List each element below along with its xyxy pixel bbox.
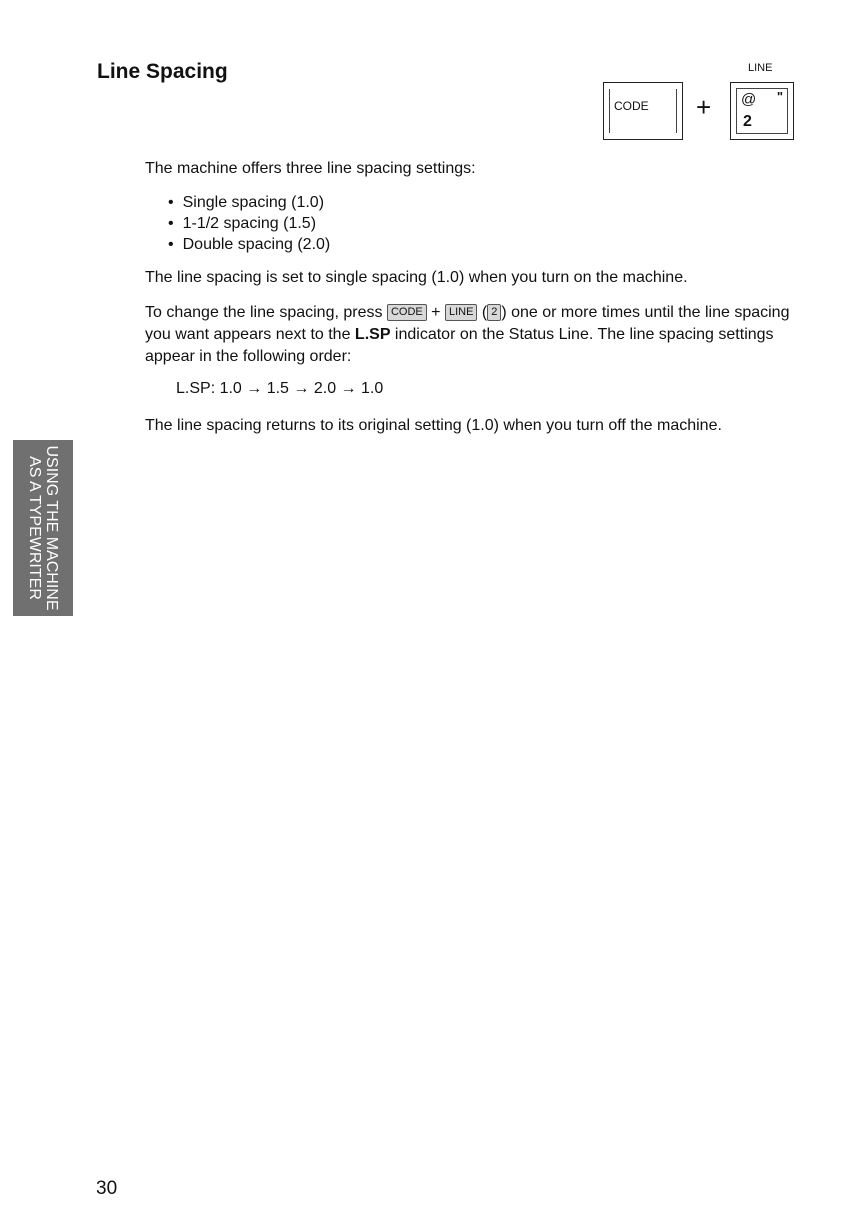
paren-close: ) bbox=[501, 304, 507, 321]
change-text-1: To change the line spacing, press bbox=[145, 304, 387, 321]
intro-text: The machine offers three line spacing settings: bbox=[145, 160, 476, 177]
key-quote: " bbox=[776, 89, 783, 104]
change-instructions bbox=[145, 302, 805, 368]
paren-open: ( bbox=[477, 304, 488, 321]
lsp-indicator: L.SP bbox=[354, 326, 391, 343]
page-number: 30 bbox=[96, 1178, 118, 1199]
default-setting-text: The line spacing is set to single spacing (1.0) when you turn on the machine. bbox=[145, 269, 688, 286]
section-tab-line-2: AS A TYPEWRITER bbox=[26, 456, 43, 600]
page-title: Line Spacing bbox=[97, 60, 228, 83]
line-key-inline: LINE bbox=[445, 304, 477, 321]
list-item: • Single spacing (1.0) bbox=[168, 192, 330, 213]
change-text-2: one or more times until the line spacing you want appears next to the bbox=[145, 304, 790, 343]
plus-sign: + bbox=[696, 92, 712, 122]
key-symbol: @ bbox=[741, 91, 757, 108]
spacing-order: L.SP: 1.0 → 1.5 → 2.0 → 1.0 bbox=[176, 380, 384, 397]
list-item: • Double spacing (2.0) bbox=[168, 234, 330, 255]
code-key-label: CODE bbox=[614, 99, 649, 113]
returns-text: The line spacing returns to its original setting (1.0) when you turn off the machine. bbox=[145, 417, 722, 434]
key-combination-diagram bbox=[600, 62, 800, 152]
code-key-inline: CODE bbox=[387, 304, 427, 321]
spacing-options-list bbox=[168, 192, 330, 255]
section-tab bbox=[13, 440, 73, 616]
list-item: • 1-1/2 spacing (1.5) bbox=[168, 213, 330, 234]
key-number: 2 bbox=[743, 113, 752, 130]
two-key-inline: 2 bbox=[487, 304, 501, 321]
line-key-caption: LINE bbox=[748, 62, 773, 74]
code-key bbox=[603, 82, 683, 140]
change-text-3: indicator on the Status Line. The line spacing settings appear in the following order: bbox=[145, 326, 774, 365]
line-2-key bbox=[730, 82, 794, 140]
plus-inline: + bbox=[426, 304, 445, 321]
section-tab-line-1: USING THE MACHINE bbox=[43, 445, 60, 611]
